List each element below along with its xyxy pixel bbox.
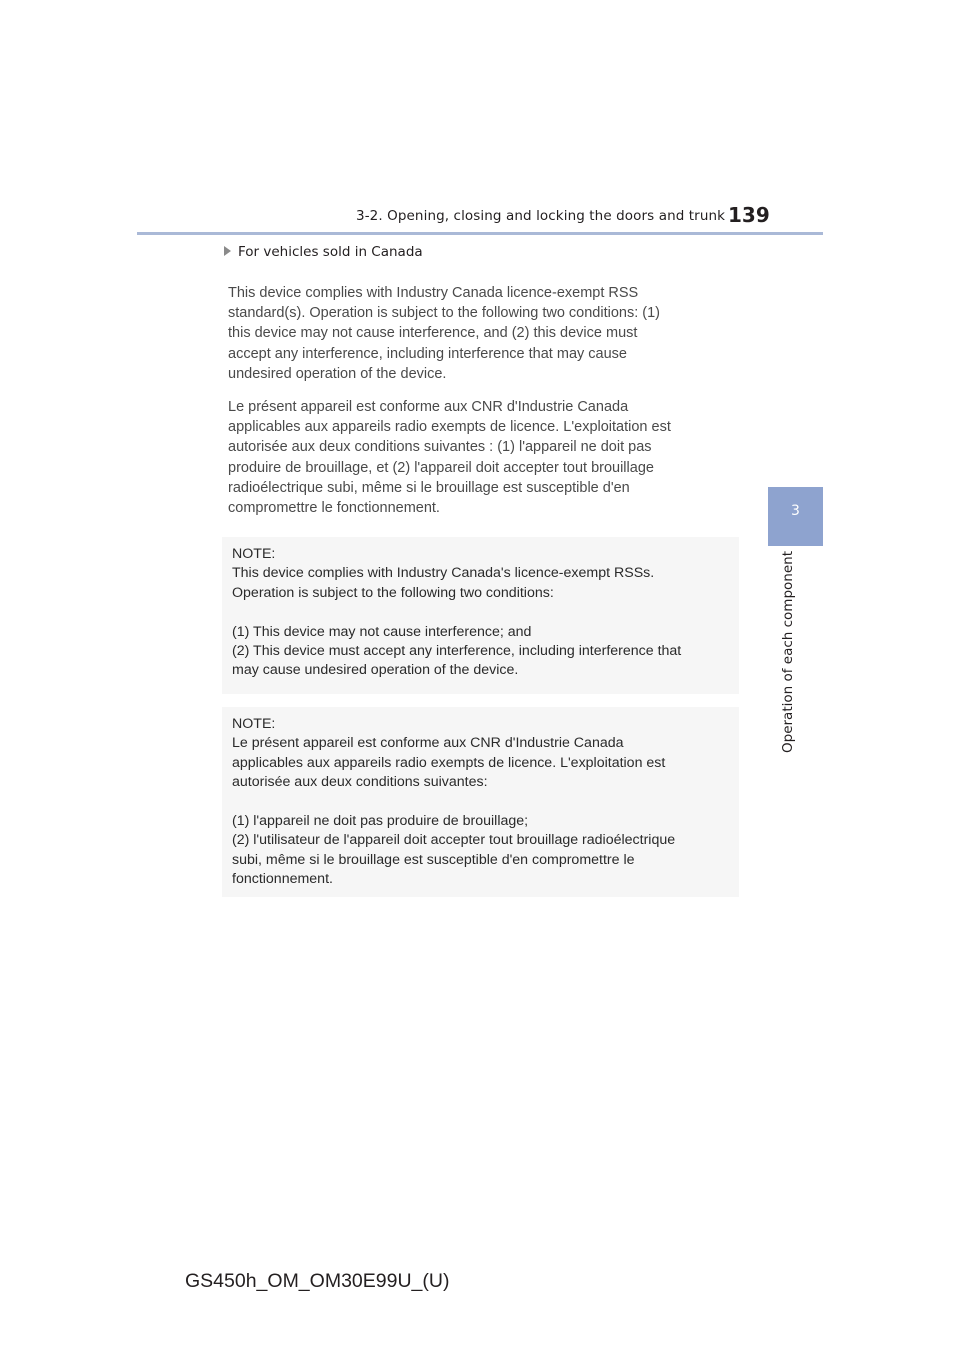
header-divider [137,232,823,235]
section-lead [224,244,423,260]
note-box-french [222,707,739,897]
notice-line: Le présent appareil est conforme aux CNR d'Industrie Canada [228,399,629,415]
note-condition: (1) This device may not cause interference; and [232,623,532,640]
note-condition: (1) l'appareil ne doit pas produire de brouillage; [232,813,529,830]
notice-line: autorisée aux deux conditions suivantes : (1) l'appareil ne doit pas [228,439,652,456]
chapter-tab [768,487,823,546]
header-section-title: 3-2. Opening, closing and locking the doors and trunk [356,208,726,224]
note-line: This device complies with Industry Canada's licence-exempt RSSs. [232,565,655,582]
note-line: Le présent appareil est conforme aux CNR d'Industrie Canada [232,735,624,752]
notice-line: produire de brouillage, et (2) l'appareil doit accepter tout brouillage [228,459,654,476]
note-line: applicables aux appareils radio exempts de licence. L'exploitation est [232,754,666,771]
triangle-bullet-icon [224,246,231,256]
note-label: NOTE: [232,546,276,562]
note-spacer [232,793,729,812]
chapter-number: 3 [791,503,800,519]
notice-line: This device complies with Industry Canada licence-exempt RSS [228,285,639,301]
note-line: autorisée aux deux conditions suivantes: [232,774,488,791]
note-condition: (2) This device must accept any interference, including interference that [232,643,682,660]
note-label: NOTE: [232,716,276,732]
section-lead-text: For vehicles sold in Canada [238,244,423,260]
note-condition: fonctionnement. [232,871,333,888]
notice-english [228,283,728,384]
chapter-label: Operation of each component [780,551,796,753]
note-spacer [232,603,729,622]
note-condition: subi, même si le brouillage est susceptible d'en compromettre le [232,851,635,868]
notice-line: standard(s). Operation is subject to the following two conditions: (1) [228,305,660,322]
notice-line: undesired operation of the device. [228,365,447,382]
notice-line: radioélectrique subi, même si le brouillage est susceptible d'en [228,479,630,496]
notice-french [228,397,728,518]
notice-line: accept any interference, including interference that may cause [228,345,627,362]
notice-line: compromettre le fonctionnement. [228,500,440,517]
note-condition: (2) l'utilisateur de l'appareil doit accepter tout brouillage radioélectrique [232,832,676,849]
footer-doc-code: GS450h_OM_OM30E99U_(U) [185,1270,450,1292]
note-line: Operation is subject to the following two conditions: [232,584,554,601]
note-condition: may cause undesired operation of the device. [232,662,519,679]
page-number: 139 [728,203,770,227]
notice-line: applicables aux appareils radio exempts de licence. L'exploitation est [228,419,671,436]
notice-line: this device may not cause interference, and (2) this device must [228,325,638,342]
note-box-english [222,537,739,694]
